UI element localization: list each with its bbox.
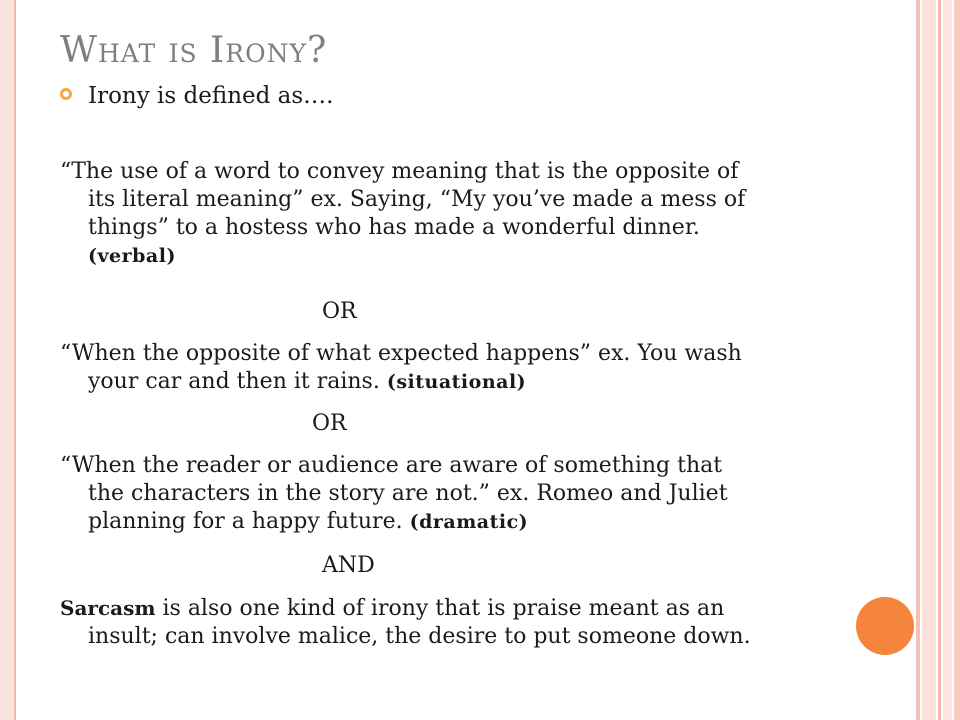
situational-line-2: your car and then it rains. [88, 369, 380, 394]
dramatic-line-3: planning for a happy future. [88, 509, 403, 534]
verbal-line-2: its literal meaning” ex. Saying, “My you’ve made a mess of [88, 187, 746, 212]
and-separator: AND [322, 553, 375, 578]
sarcasm-line-1: is also one kind of irony that is praise meant as an [155, 596, 725, 621]
situational-tag: (situational) [386, 371, 527, 393]
left-border-decoration [0, 0, 16, 720]
dramatic-tag: (dramatic) [409, 511, 529, 533]
dramatic-line-2: the characters in the story are not.” ex. Romeo and Juliet [88, 481, 728, 506]
right-border-decoration [916, 0, 960, 720]
or-separator-1: OR [322, 299, 357, 324]
situational-line-1: “When the opposite of what expected happens” ex. You wash [60, 341, 742, 366]
slide-title: What is Irony? [60, 30, 328, 71]
sarcasm-line-2: insult; can involve malice, the desire to put someone down. [88, 624, 751, 649]
situational-irony-paragraph [60, 340, 830, 396]
verbal-line-1: “The use of a word to convey meaning that is the opposite of [60, 159, 739, 184]
verbal-irony-paragraph [60, 158, 830, 270]
bullet-text: Irony is defined as…. [88, 83, 334, 109]
sarcasm-paragraph [60, 594, 830, 651]
verbal-line-3: things” to a hostess who has made a wonderful dinner. [88, 215, 700, 240]
dramatic-irony-paragraph [60, 452, 830, 536]
dramatic-line-1: “When the reader or audience are aware of something that [60, 453, 723, 478]
orange-circle-decoration [856, 597, 914, 655]
verbal-tag: (verbal) [88, 245, 176, 267]
or-separator-2: OR [312, 411, 347, 436]
bullet-circle-icon [60, 88, 72, 100]
sarcasm-term: Sarcasm [60, 596, 156, 620]
bullet-item [60, 82, 820, 110]
